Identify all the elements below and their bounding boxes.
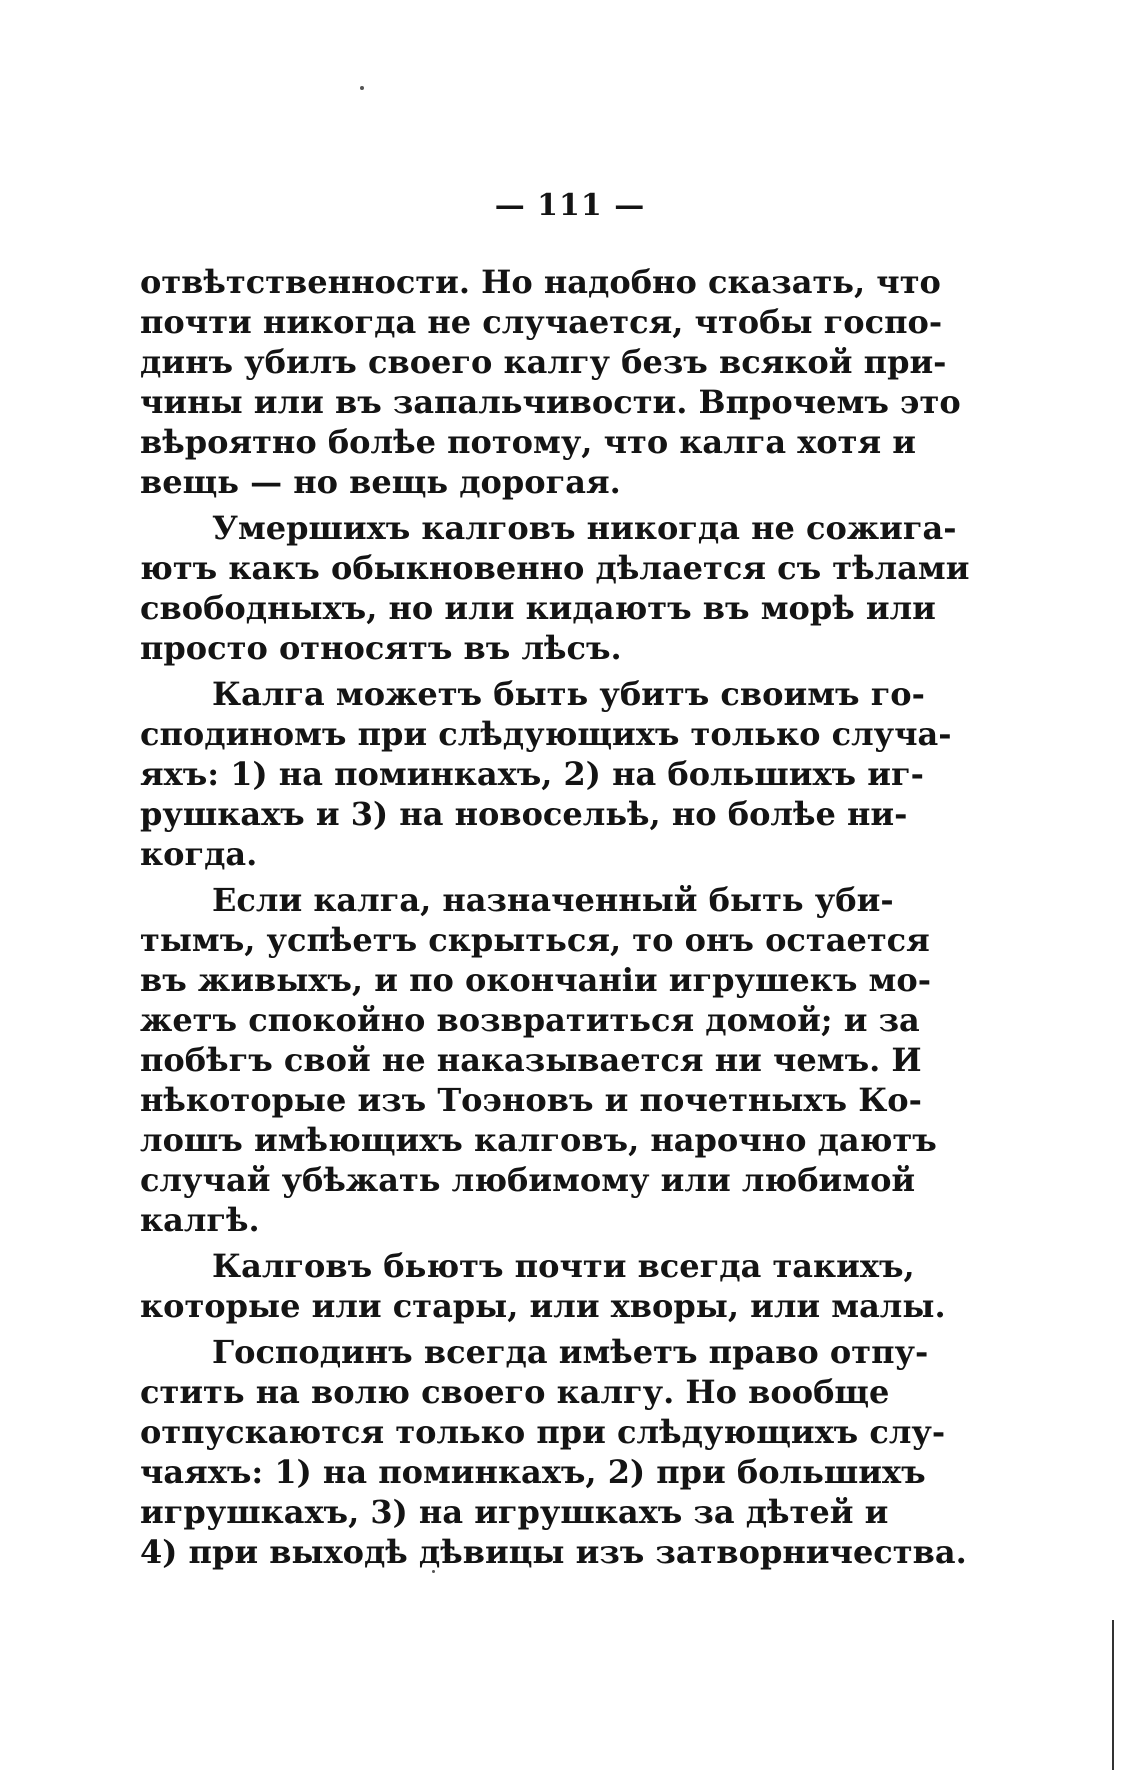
text-line: просто относятъ въ лѣсъ.: [140, 629, 622, 667]
text-line: яхъ: 1) на поминкахъ, 2) на большихъ иг-: [140, 755, 924, 793]
text-line: почти никогда не случается, чтобы госпо-: [140, 303, 943, 341]
text-line: Умершихъ калговъ никогда не сожига-: [212, 509, 957, 547]
text-line: калгѣ.: [140, 1201, 260, 1239]
text-line: чины или въ запальчивости. Впрочемъ это: [140, 383, 961, 421]
text-line: вѣроятно болѣе потому, что калга хотя и: [140, 423, 916, 461]
paragraph: [140, 1246, 946, 1326]
text-line: рушкахъ и 3) на новосельѣ, но болѣе ни-: [140, 795, 908, 833]
paragraph: [140, 880, 937, 1240]
page-number: — 111 —: [494, 188, 646, 223]
text-line: сподиномъ при слѣдующихъ только случа-: [140, 715, 952, 753]
text-line: отвѣтственности. Но надобно сказать, что: [140, 263, 941, 301]
text-line: въ живыхъ, и по окончаніи игрушекъ мо-: [140, 961, 931, 999]
text-line: когда.: [140, 835, 258, 873]
text-line: нѣкоторые изъ Тоэновъ и почетныхъ Ко-: [140, 1081, 922, 1119]
text-line: чаяхъ: 1) на поминкахъ, 2) при большихъ: [140, 1453, 926, 1491]
text-line: жетъ спокойно возвратиться домой; и за: [140, 1001, 920, 1039]
text-line: свободныхъ, но или кидаютъ въ морѣ или: [140, 589, 936, 627]
text-line: вещь — но вещь дорогая.: [140, 463, 621, 501]
text-line: динъ убилъ своего калгу безъ всякой при-: [140, 343, 947, 381]
text-line: тымъ, успѣетъ скрыться, то онъ остается: [140, 921, 930, 959]
text-line: Калга можетъ быть убитъ своимъ го-: [212, 675, 925, 713]
text-line: Если калга, назначенный быть уби-: [212, 881, 894, 919]
text-line: лошъ имѣющихъ калговъ, нарочно даютъ: [140, 1121, 937, 1159]
text-line: побѣгъ свой не наказывается ни чемъ. И: [140, 1041, 922, 1079]
text-line: ютъ какъ обыкновенно дѣлается съ тѣлами: [140, 549, 970, 587]
text-line: случай убѣжать любимому или любимой: [140, 1161, 916, 1199]
text-line: стить на волю своего калгу. Но вообще: [140, 1373, 890, 1411]
text-line: Калговъ бьютъ почти всегда такихъ,: [212, 1247, 915, 1285]
text-line: игрушкахъ, 3) на игрушкахъ за дѣтей и: [140, 1493, 889, 1531]
paragraph: [140, 674, 952, 874]
print-speck: [360, 86, 364, 90]
paragraph: [140, 1332, 967, 1572]
paragraph: [140, 262, 961, 502]
body-text: [140, 262, 970, 1578]
text-line: отпускаются только при слѣдующихъ слу-: [140, 1413, 946, 1451]
text-line: Господинъ всегда имѣетъ право отпу-: [212, 1333, 929, 1371]
text-line: которые или стары, или хворы, или малы.: [140, 1287, 946, 1325]
scan-edge-line: [1112, 1620, 1114, 1770]
paragraph: [140, 508, 970, 668]
text-line: 4) при выходѣ дѣвицы изъ затворничества.: [140, 1533, 967, 1571]
